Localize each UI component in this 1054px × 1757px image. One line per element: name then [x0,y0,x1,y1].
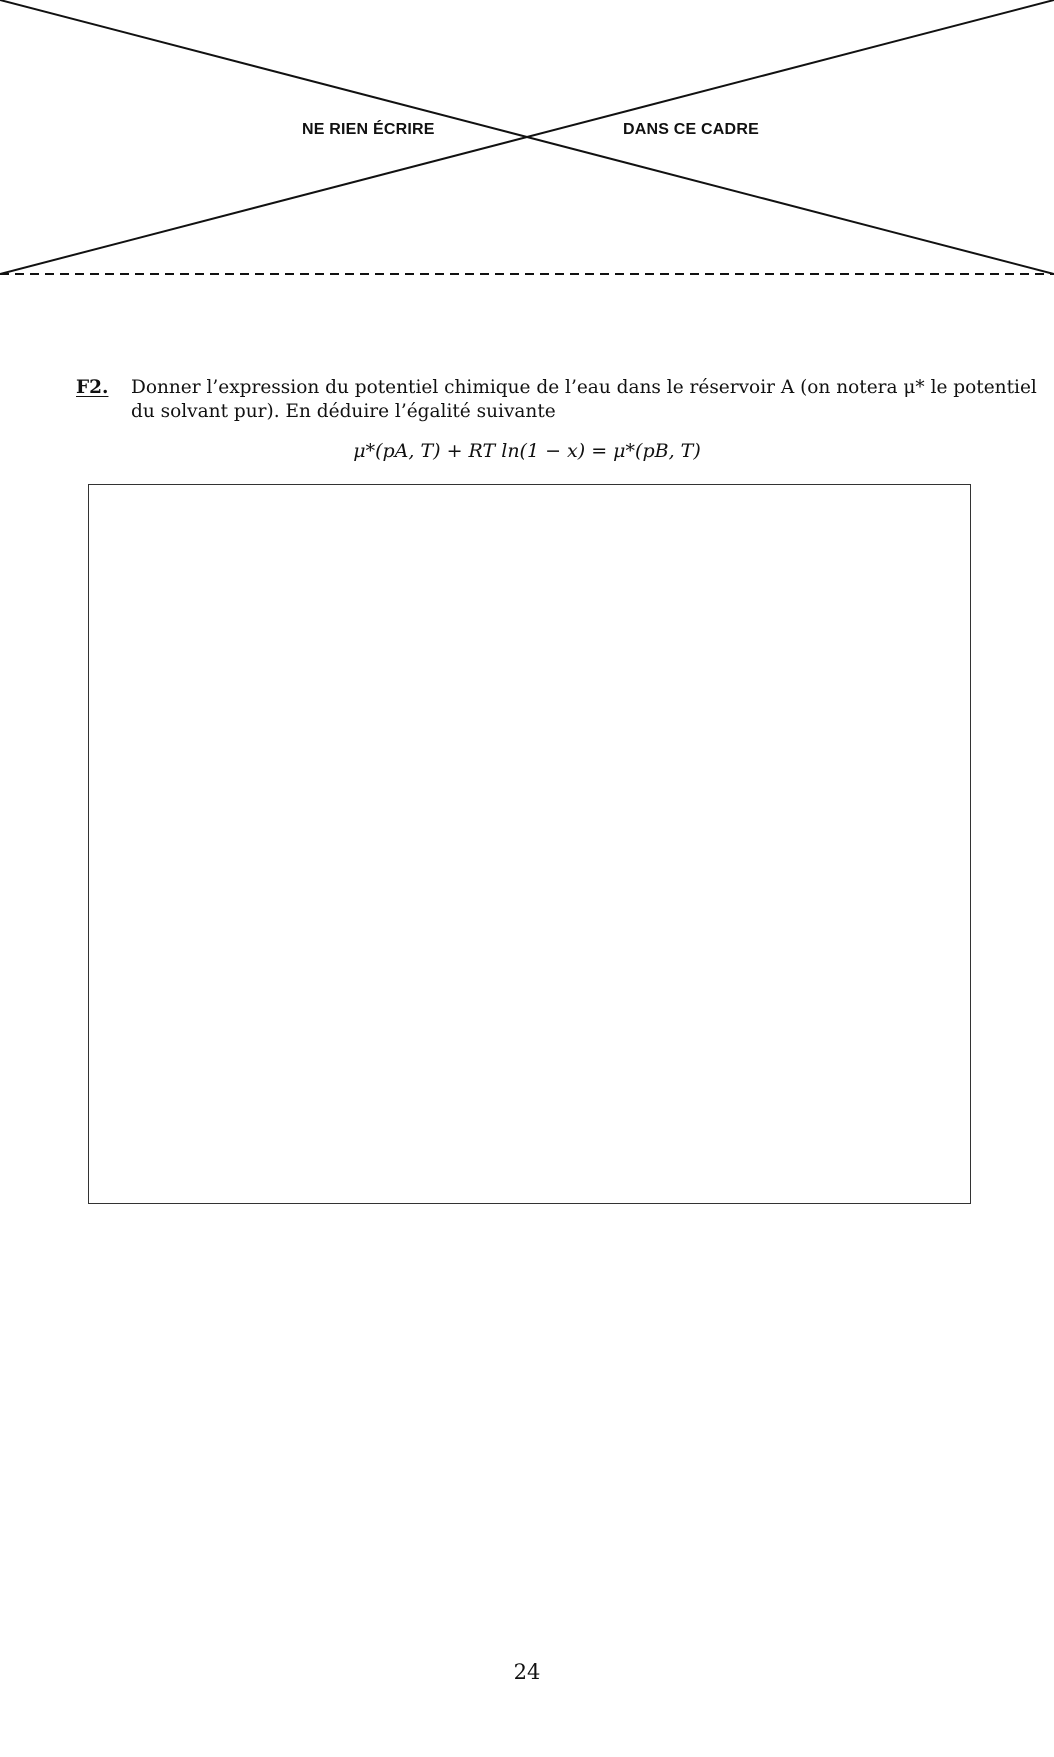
crossed-frame [0,0,1054,276]
do-not-write-zone [0,0,1054,276]
page-number: 24 [513,1660,541,1684]
question-label: F2. [76,377,109,398]
answer-box[interactable] [88,484,971,1204]
question-text: Donner l’expression du potentiel chimique de l’eau dans le réservoir A (on notera μ* le potentiel du solvant pur). En déduire l’égalité suivante [131,377,1037,422]
equation: μ*(pA, T) + RT ln(1 − x) = μ*(pB, T) [353,440,701,462]
header-text-left: NE RIEN ÉCRIRE [302,121,435,138]
header-text-right: DANS CE CADRE [623,121,759,138]
